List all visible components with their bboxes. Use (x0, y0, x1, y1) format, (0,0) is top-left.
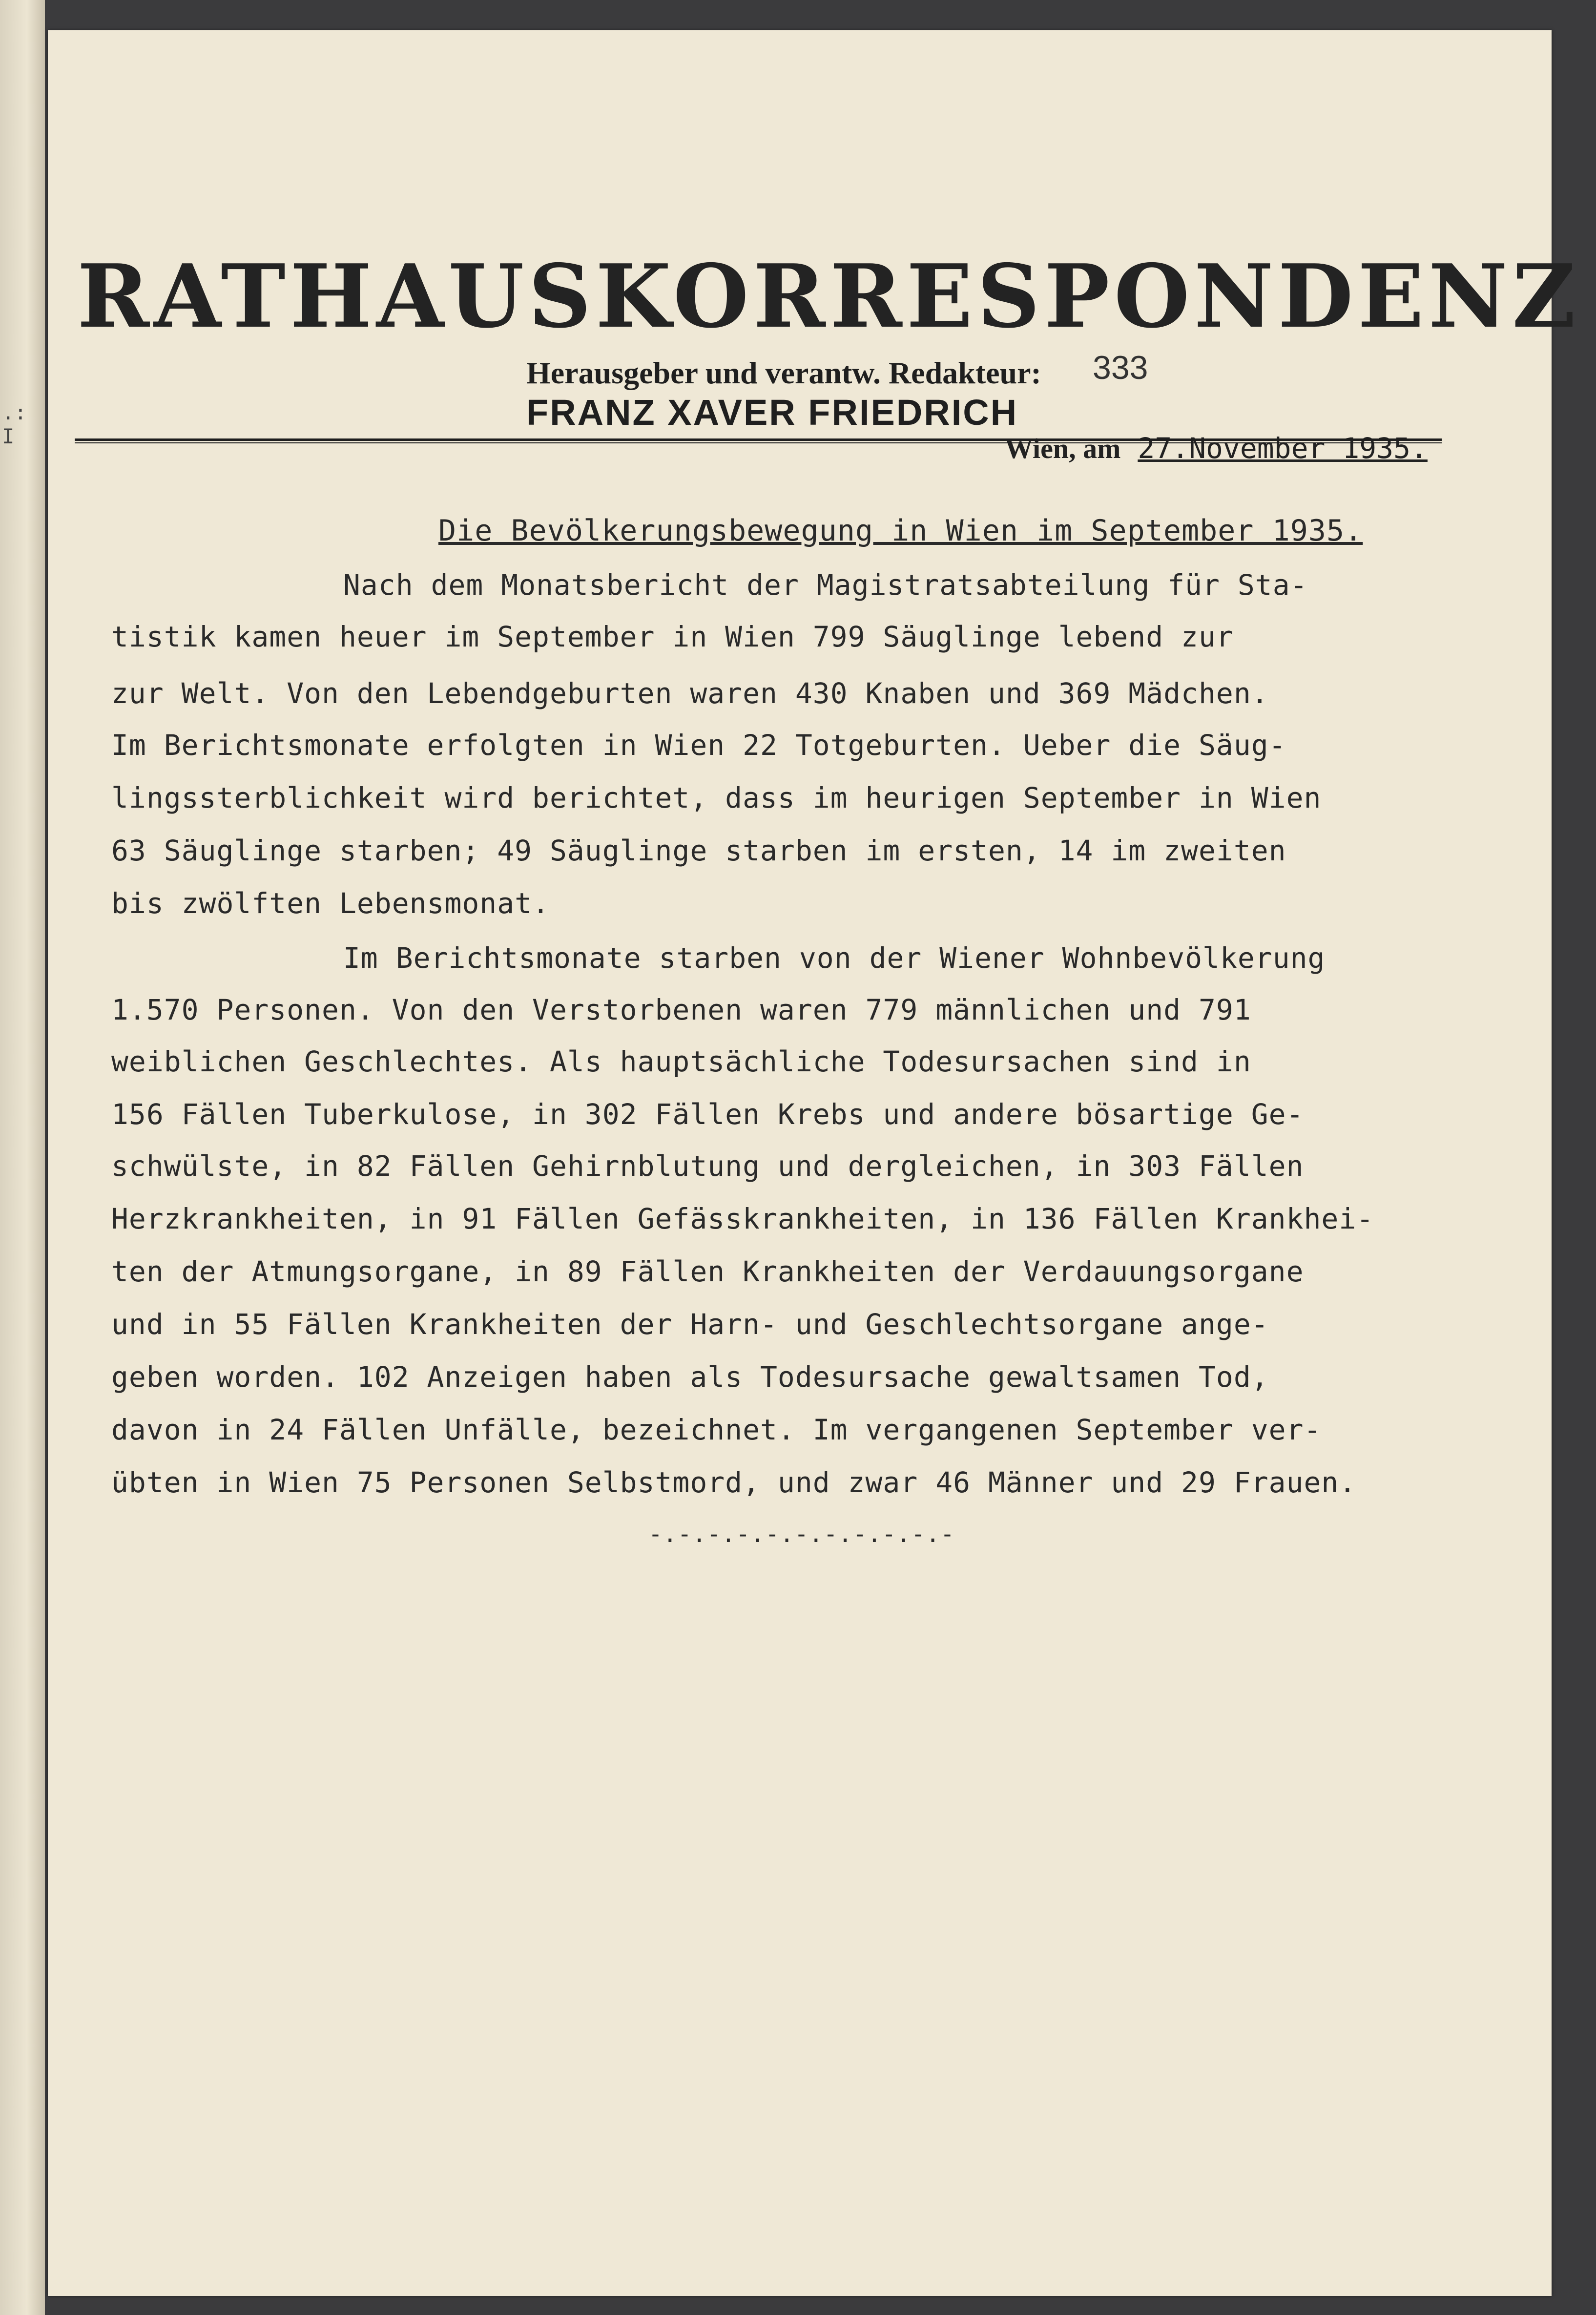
body-line: weiblichen Geschlechtes. Als hauptsächliche Todesursachen sind in (111, 1045, 1251, 1078)
body-line: schwülste, in 82 Fällen Gehirnblutung und dergleichen, in 303 Fällen (111, 1149, 1304, 1183)
body-line: 63 Säuglinge starben; 49 Säuglinge starben im ersten, 14 im zweiten (111, 834, 1286, 867)
body-line: bis zwölften Lebensmonat. (111, 887, 550, 920)
body-line: davon in 24 Fällen Unfälle, bezeichnet. Im vergangenen September ver- (111, 1413, 1322, 1446)
body-line: lingssterblichkeit wird berichtet, dass im heurigen September in Wien (111, 781, 1322, 814)
editor-name: FRANZ XAVER FRIEDRICH (526, 392, 1018, 433)
dateline-date: 27.November 1935. (1138, 432, 1428, 465)
dateline-place: Wien, am (1005, 433, 1121, 464)
body-line: Nach dem Monatsbericht der Magistratsabteilung für Sta- (343, 568, 1308, 602)
end-mark: -.-.-.-.-.-.-.-.-.-.- (648, 1521, 955, 1548)
body-line: tistik kamen heuer im September in Wien 799 Säuglinge lebend zur (111, 620, 1234, 653)
body-line: 1.570 Personen. Von den Verstorbenen waren 779 männlichen und 791 (111, 993, 1251, 1026)
body-line: und in 55 Fällen Krankheiten der Harn- und Geschlechtsorgane ange- (111, 1308, 1269, 1341)
masthead-title: RATHAUSKORRESPONDENZ (77, 245, 1580, 347)
body-line: Im Berichtsmonate erfolgten in Wien 22 Totgeburten. Ueber die Säug- (111, 729, 1286, 762)
body-line: Herzkrankheiten, in 91 Fällen Gefässkrankheiten, in 136 Fällen Krankhei- (111, 1202, 1374, 1235)
issue-number: 333 (1093, 349, 1148, 386)
document-page (48, 30, 1580, 2296)
masthead-divider (75, 438, 1442, 443)
publisher-line: Herausgeber und verantw. Redakteur: (526, 355, 1041, 390)
adjacent-page-edge (0, 0, 45, 2315)
body-line: 156 Fällen Tuberkulose, in 302 Fällen Krebs und andere bösartige Ge- (111, 1098, 1304, 1131)
dateline (1005, 432, 1428, 465)
article-title: Die Bevölkerungsbewegung in Wien im September 1935. (438, 514, 1363, 548)
body-line: übten in Wien 75 Personen Selbstmord, und zwar 46 Männer und 29 Frauen. (111, 1466, 1357, 1499)
body-line: geben worden. 102 Anzeigen haben als Todesursache gewaltsamen Tod, (111, 1360, 1269, 1394)
adjacent-page-fragment: .: I (2, 400, 27, 448)
body-line: zur Welt. Von den Lebendgeburten waren 430 Knaben und 369 Mädchen. (111, 677, 1269, 710)
body-line: Im Berichtsmonate starben von der Wiener Wohnbevölkerung (343, 941, 1326, 975)
body-line: ten der Atmungsorgane, in 89 Fällen Krankheiten der Verdauungsorgane (111, 1255, 1304, 1288)
